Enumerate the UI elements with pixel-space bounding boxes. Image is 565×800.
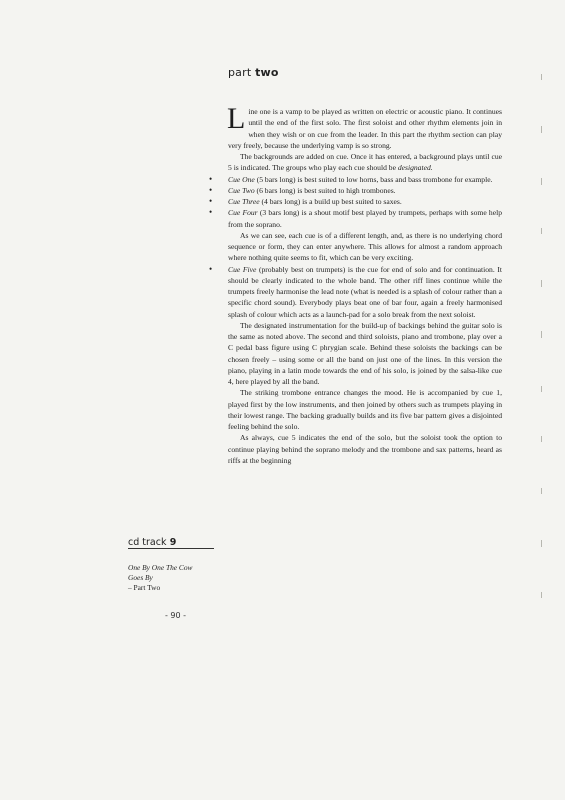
paragraph: As always, cue 5 indicates the end of the solo, but the soloist took the option to continue playing behind the soprano melody and the trombone and sax patterns, heard as riffs at the beginning xyxy=(228,433,502,465)
part-word: part xyxy=(228,66,252,79)
track-subtitle: – Part Two xyxy=(128,583,161,592)
bullet-item: • Cue Four (3 bars long) is a shout motif best played by trumpets, perhaps with some help from the soprano. xyxy=(228,207,502,230)
paragraph: As we can see, each cue is of a different length, and, as there is no underlying chord sequence or form, they can enter anywhere. This allows for almost a random approach where nothing quite seems to fit, which can be very exciting. xyxy=(228,230,502,263)
part-number: two xyxy=(255,66,279,79)
bullet-item: • Cue Two (6 bars long) is best suited to high trombones. xyxy=(228,185,502,196)
track-title-line: Goes By xyxy=(128,573,153,582)
paragraph: The backgrounds are added on cue. Once it has entered, a background plays until cue 5 is indicated. The groups who play each cue should be designated. xyxy=(228,152,502,173)
track-caption xyxy=(128,563,218,593)
sidebar-rule xyxy=(128,548,214,549)
track-title-line: One By One The Cow xyxy=(128,563,193,572)
cd-track-label: cd track xyxy=(128,537,167,548)
paragraph: The striking trombone entrance changes the mood. He is accompanied by cue 1, played first by the low instruments, and then joined by others such as trumpets playing in their lowest range. The backing gradually builds and its five bar pattern gives a disjointed feeling behind the solo. xyxy=(228,388,502,431)
part-header xyxy=(228,66,279,79)
drop-cap: L xyxy=(227,102,246,135)
bullet-item: • Cue Three (4 bars long) is a build up best suited to saxes. xyxy=(228,196,502,207)
body-text xyxy=(227,102,502,466)
paragraph: The designated instrumentation for the build-up of backings behind the guitar solo is the same as noted above. The second and third soloists, piano and trombone, play over a C pedal bass figure using C phrygian scale. Behind these soloists the backings can be chosen freely – using some or all the band on just one of the lines. In this version the piano, playing in a latin mode towards the end of his solo, is joined by the salsa-like cue 4, here played by all the band. xyxy=(228,320,502,386)
bullet-item: • Cue Five (probably best on trumpets) is the cue for end of solo and for continuation. It should be clearly indicated to the whole band. The other riff lines continue while the trumpets freely harmonise the lead note (what is needed is a splash of colour rather than a specific chord sound). Everybody plays beat one of bar four, again a freely harmonised splash of colour which acts as a launch-pad for a solo break from the next soloist. xyxy=(228,264,502,320)
paragraph: Line one is a vamp to be played as written on electric or acoustic piano. It continues until the end of the first solo. The first soloist and other rhythm elements join in when they wish or on cue from the leader. In this part the rhythm section can play very freely, because the underlying vamp is so strong. xyxy=(227,102,502,150)
cd-track-heading xyxy=(128,537,176,548)
bullet-item: • Cue One (5 bars long) is best suited to low horns, bass and bass trombone for example. xyxy=(228,174,502,185)
page-number: - 90 - xyxy=(165,611,187,620)
cd-track-number: 9 xyxy=(169,537,177,548)
